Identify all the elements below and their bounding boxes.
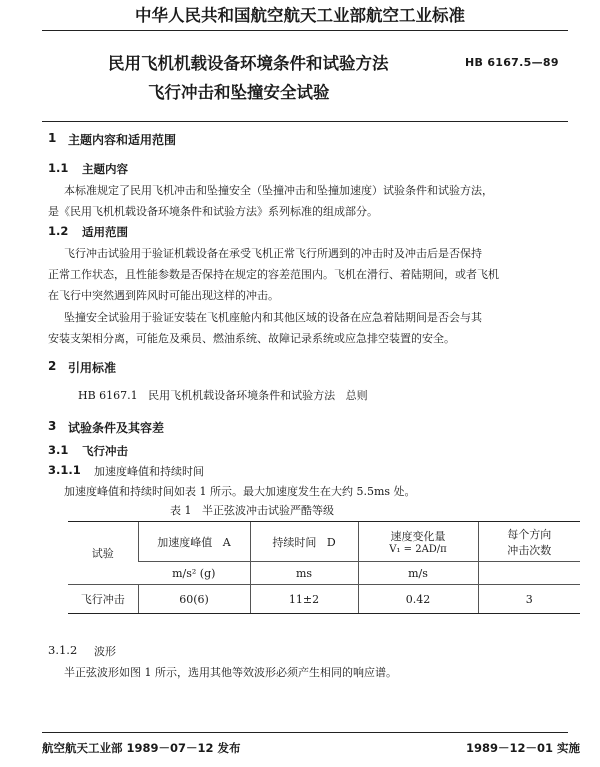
section-3-title: 试验条件及其容差 (68, 421, 165, 435)
title-rule (42, 121, 568, 122)
row-duration: 11±2 (250, 585, 358, 614)
section-3-1-number: 3.1 (48, 443, 69, 457)
section-1-1-line-1: 本标准规定了民用飞机冲击和坠撞安全（坠撞冲击和坠撞加速度）试验条件和试验方法， (64, 184, 493, 197)
section-3-1-1-text: 加速度峰值和持续时间如表 1 所示。最大加速度发生在大约 5.5ms 处。 (64, 485, 416, 498)
col-header-duration: 持续时间 D (250, 522, 358, 562)
section-3-1-2-number: 3.1.2 (48, 643, 78, 657)
document-title-line1: 民用飞机机载设备环境条件和试验方法 (108, 54, 389, 73)
footer-rule (42, 732, 568, 733)
standard-organization-header: 中华人民共和国航空航天工业部航空工业标准 (135, 6, 465, 25)
section-1-1-title: 主题内容 (82, 162, 128, 176)
document-title-line2: 飞行冲击和坠撞安全试验 (148, 83, 330, 102)
section-1-2-title: 适用范围 (82, 225, 128, 239)
col-header-velocity-change-line2: V₁ = 2AD/π (389, 544, 447, 555)
section-3-number: 3 (48, 419, 57, 433)
col-header-shocks (478, 522, 580, 562)
table-1 (68, 521, 580, 614)
row-test-name: 飞行冲击 (68, 585, 138, 614)
row-peak-accel: 60(6) (138, 585, 250, 614)
section-1-2-number: 1.2 (48, 224, 69, 238)
header-rule (42, 30, 568, 31)
section-3-1-2-text: 半正弦波形如图 1 所示，选用其他等效波形必须产生相同的响应谱。 (64, 666, 397, 679)
section-1-title: 主题内容和适用范围 (68, 133, 177, 147)
section-1-2-line-1: 飞行冲击试验用于验证机载设备在承受飞机正常飞行所遇到的冲击时及冲击后是否保持 (64, 247, 482, 260)
section-2-title: 引用标准 (68, 361, 117, 375)
section-1-2-line-3: 在飞行中突然遇到阵风时可能出现这样的冲击。 (48, 289, 279, 302)
referenced-standard: HB 6167.1 民用飞机机载设备环境条件和试验方法 总则 (78, 389, 368, 402)
section-3-1-2-title: 波形 (94, 645, 116, 658)
section-1-2-line-2: 正常工作状态，且性能参数是否保持在规定的容差范围内。飞机在滑行、着陆期间，或者飞机 (48, 268, 499, 281)
section-3-1-1-title: 加速度峰值和持续时间 (94, 465, 204, 478)
unit-velocity-change: m/s (358, 562, 478, 585)
unit-duration: ms (250, 562, 358, 585)
section-1-1-line-2: 是《民用飞机机载设备环境条件和试验方法》系列标准的组成部分。 (48, 205, 378, 218)
effective-date: 1989－12－01 实施 (466, 741, 581, 755)
section-1-number: 1 (48, 131, 57, 145)
section-1-2-line-5: 安装支架相分离，可能危及乘员、燃油系统、故障记录系统或应急排空装置的安全。 (48, 332, 455, 345)
unit-peak-accel: m/s² (g) (138, 562, 250, 585)
section-3-1-1-number: 3.1.1 (48, 463, 81, 477)
row-shocks: 3 (478, 585, 580, 614)
table-1-caption: 表 1 半正弦波冲击试验严酷等级 (170, 504, 334, 517)
col-header-velocity-change-line1: 速度变化量 (390, 530, 446, 543)
section-3-1-title: 飞行冲击 (82, 444, 128, 458)
issue-date: 航空航天工业部 1989－07－12 发布 (42, 741, 241, 755)
section-2-number: 2 (48, 359, 57, 373)
unit-shocks-empty (478, 562, 580, 585)
standard-number: HB 6167.5—89 (465, 56, 559, 69)
col-header-peak-accel: 加速度峰值 A (138, 522, 250, 562)
col-header-test: 试验 (68, 522, 138, 585)
col-header-velocity-change (358, 522, 478, 562)
section-1-1-number: 1.1 (48, 161, 69, 175)
col-header-shocks-line1: 每个方向 (507, 527, 552, 541)
row-velocity-change: 0.42 (358, 585, 478, 614)
section-1-2-line-4: 坠撞安全试验用于验证安装在飞机座舱内和其他区域的设备在应急着陆期间是否会与其 (64, 311, 482, 324)
col-header-shocks-line2: 冲击次数 (507, 543, 552, 557)
